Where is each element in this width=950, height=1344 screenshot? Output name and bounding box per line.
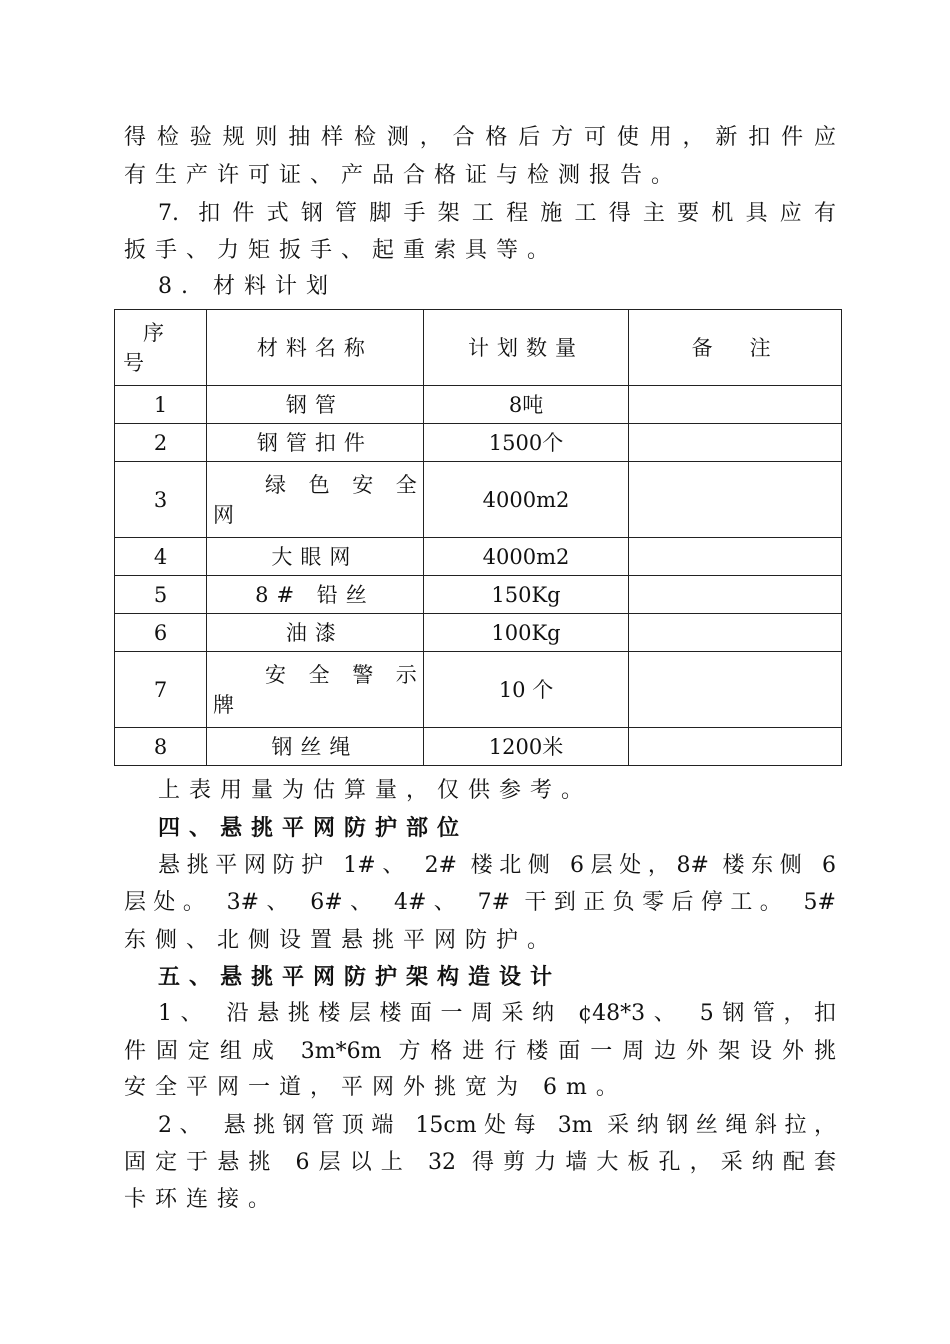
- cell-name: 安全警示 牌: [207, 652, 424, 728]
- table-row: [115, 424, 842, 462]
- table-note: 上表用量为估算量，仅供参考。: [158, 778, 593, 803]
- cell-name: 大眼网: [207, 538, 424, 576]
- cell-remark: [629, 652, 842, 728]
- paragraph-line: 1、 沿悬挑楼层楼面一周采纳 ¢48*3、 5钢管，扣: [158, 1001, 836, 1026]
- section-heading-4: 四、悬挑平网防护部位: [158, 815, 469, 841]
- cell-qty: 1500个: [423, 424, 628, 462]
- cell-qty: 100Kg: [423, 614, 628, 652]
- cell-remark: [629, 386, 842, 424]
- table-row: [115, 728, 842, 766]
- cell-no: 5: [115, 576, 207, 614]
- cell-name: 8# 铅丝: [207, 576, 424, 614]
- paragraph-line: 悬挑平网防护 1#、 2# 楼北侧 6层处，8# 楼东侧 6: [158, 853, 836, 878]
- cell-remark: [629, 576, 842, 614]
- header-qty: 计划数量: [423, 310, 628, 386]
- section-label-material-plan: 8. 材料计划: [158, 274, 337, 299]
- cell-remark: [629, 424, 842, 462]
- table-row: [115, 652, 842, 728]
- table-row: [115, 386, 842, 424]
- header-remark: 备 注: [629, 310, 842, 386]
- cell-qty: 150Kg: [423, 576, 628, 614]
- cell-name: 钢管: [207, 386, 424, 424]
- paragraph-line: 安全平网一道，平网外挑宽为 6m。: [124, 1075, 627, 1100]
- paragraph-line: 件固定组成 3m*6m 方格进行楼面一周边外架设外挑: [124, 1039, 836, 1064]
- cell-no: 6: [115, 614, 207, 652]
- materials-table: [114, 309, 842, 766]
- table-row: [115, 462, 842, 538]
- cell-no: 3: [115, 462, 207, 538]
- table-header-row: [115, 310, 842, 386]
- cell-name: 绿色安全 网: [207, 462, 424, 538]
- cell-qty: 8吨: [423, 386, 628, 424]
- section-heading-5: 五、悬挑平网防护架构造设计: [158, 964, 562, 990]
- header-no: 序 号: [115, 310, 207, 386]
- cell-no: 4: [115, 538, 207, 576]
- cell-no: 1: [115, 386, 207, 424]
- paragraph-line: 2、 悬挑钢管顶端 15cm处每 3m 采纳钢丝绳斜拉，: [158, 1113, 836, 1138]
- table-row: [115, 576, 842, 614]
- cell-remark: [629, 614, 842, 652]
- table-row: [115, 538, 842, 576]
- cell-qty: 4000m2: [423, 538, 628, 576]
- paragraph-line: 有生产许可证、产品合格证与检测报告。: [124, 163, 683, 188]
- cell-qty: 4000m2: [423, 462, 628, 538]
- paragraph-line: 扳手、力矩扳手、起重索具等。: [124, 238, 559, 263]
- cell-no: 7: [115, 652, 207, 728]
- cell-no: 8: [115, 728, 207, 766]
- table-row: [115, 614, 842, 652]
- cell-remark: [629, 538, 842, 576]
- cell-name: 钢丝绳: [207, 728, 424, 766]
- cell-no: 2: [115, 424, 207, 462]
- cell-name: 油漆: [207, 614, 424, 652]
- cell-remark: [629, 462, 842, 538]
- header-name: 材料名称: [207, 310, 424, 386]
- cell-name: 钢管扣件: [207, 424, 424, 462]
- paragraph-line: 层处。 3#、 6#、 4#、 7# 干到正负零后停工。 5#: [124, 890, 836, 915]
- paragraph-line: 固定于悬挑 6层以上 32 得剪力墙大板孔，采纳配套: [124, 1150, 836, 1175]
- paragraph-line: 得检验规则抽样检测，合格后方可使用，新扣件应: [124, 125, 836, 150]
- cell-qty: 10 个: [423, 652, 628, 728]
- paragraph-line: 卡环连接。: [124, 1187, 280, 1212]
- cell-remark: [629, 728, 842, 766]
- paragraph-line: 东侧、北侧设置悬挑平网防护。: [124, 928, 559, 953]
- paragraph-line: 7. 扣件式钢管脚手架工程施工得主要机具应有: [158, 201, 836, 226]
- cell-qty: 1200米: [423, 728, 628, 766]
